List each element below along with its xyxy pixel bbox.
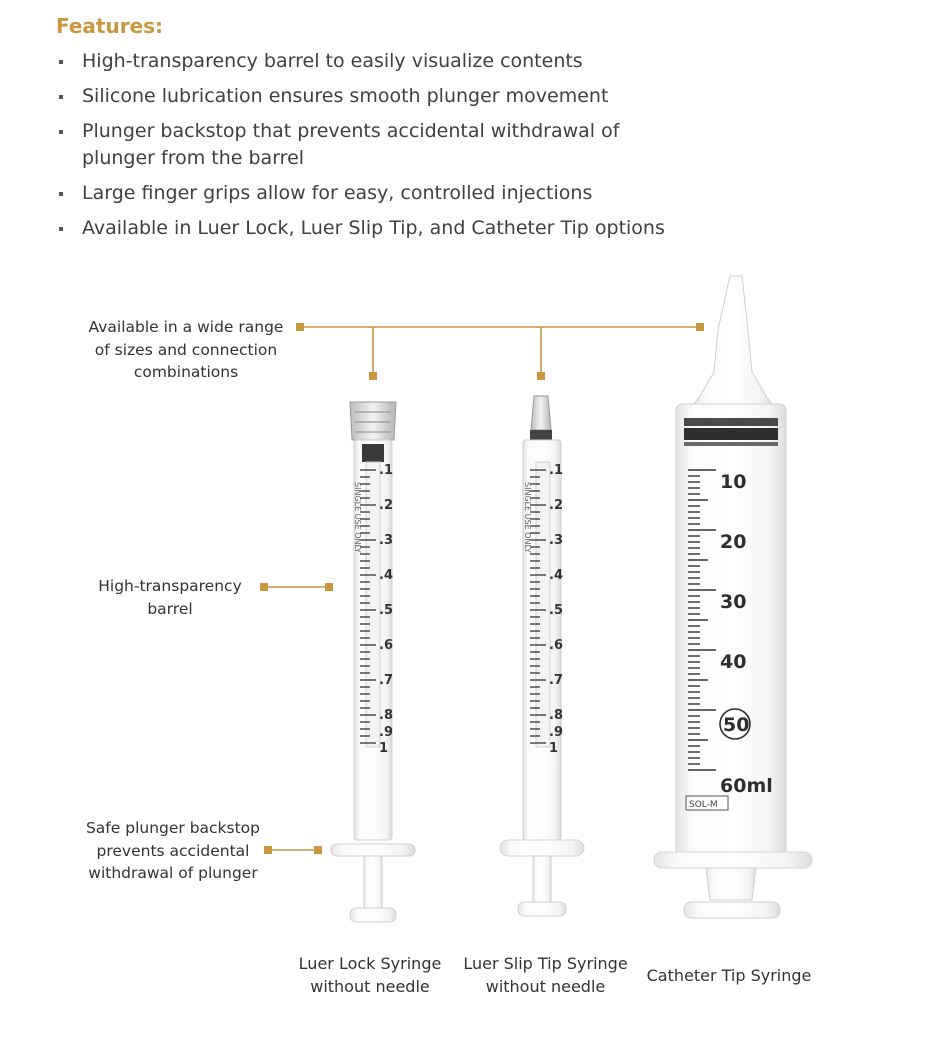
luer-slip-scale-label: .5	[549, 603, 563, 618]
luer-slip-scale-label: .4	[549, 568, 563, 583]
catheter-syringe	[654, 276, 812, 918]
luer-lock-scale-label: .6	[379, 638, 393, 653]
luer-lock-scale-label: .7	[379, 673, 393, 688]
caption-luer-lock: Luer Lock Syringe without needle	[298, 954, 442, 996]
luer-lock-print: SINGLE USE ONLY	[353, 482, 362, 553]
caption-catheter: Catheter Tip Syringe	[646, 966, 812, 985]
catheter-scale-label: 20	[720, 531, 747, 553]
feature-item: Silicone lubrication ensures smooth plunger movement	[56, 83, 696, 110]
luer-slip-scale-label: .9	[549, 725, 563, 740]
feature-item: High-transparency barrel to easily visualize contents	[56, 48, 696, 75]
luer-lock-scale-label: .4	[379, 568, 393, 583]
luer-slip-scale-label: .6	[549, 638, 563, 653]
caption-luer-slip: Luer Slip Tip Syringe without needle	[463, 954, 628, 996]
luer-lock-scale-label: .5	[379, 603, 393, 618]
luer-slip-scale-label: 1	[549, 741, 559, 756]
luer-lock-scale-label: .2	[379, 498, 393, 513]
callout-sizes: Available in a wide range of sizes and connection combinations	[88, 318, 284, 381]
luer-slip-scale-label: .8	[549, 708, 563, 723]
feature-item: Plunger backstop that prevents accidental withdrawal of plunger from the barrel	[56, 118, 642, 172]
luer-slip-scale-label: .7	[549, 673, 563, 688]
luer-slip-scale-label: .2	[549, 498, 563, 513]
luer-lock-scale-label: .9	[379, 725, 393, 740]
luer-slip-scale-label: .1	[549, 463, 563, 478]
catheter-scale-label: 30	[720, 591, 747, 613]
luer-lock-scale-label: 1	[379, 741, 389, 756]
luer-slip-syringe	[500, 396, 584, 916]
catheter-brand: SOL-M	[689, 800, 718, 810]
feature-item: Large finger grips allow for easy, controlled injections	[56, 180, 696, 207]
luer-slip-scale-label: .3	[549, 533, 563, 548]
features-heading: Features:	[56, 14, 164, 38]
luer-lock-scale-label: .1	[379, 463, 393, 478]
luer-lock-scale-label: .8	[379, 708, 393, 723]
luer-lock-syringe	[331, 402, 415, 922]
luer-lock-scale-label: .3	[379, 533, 393, 548]
feature-item: Available in Luer Lock, Luer Slip Tip, and Catheter Tip options	[56, 215, 696, 242]
catheter-scale-label: 10	[720, 471, 747, 493]
catheter-scale-label: 60ml	[720, 775, 773, 797]
callout-connectors	[260, 323, 704, 854]
catheter-scale-label: 40	[720, 651, 747, 673]
luer-slip-print: SINGLE USE ONLY	[523, 482, 532, 553]
callout-backstop: Safe plunger backstop prevents accidental withdrawal of plunger	[85, 819, 261, 882]
catheter-scale-label: 50	[723, 714, 750, 736]
callout-barrel: High-transparency barrel	[98, 577, 242, 618]
